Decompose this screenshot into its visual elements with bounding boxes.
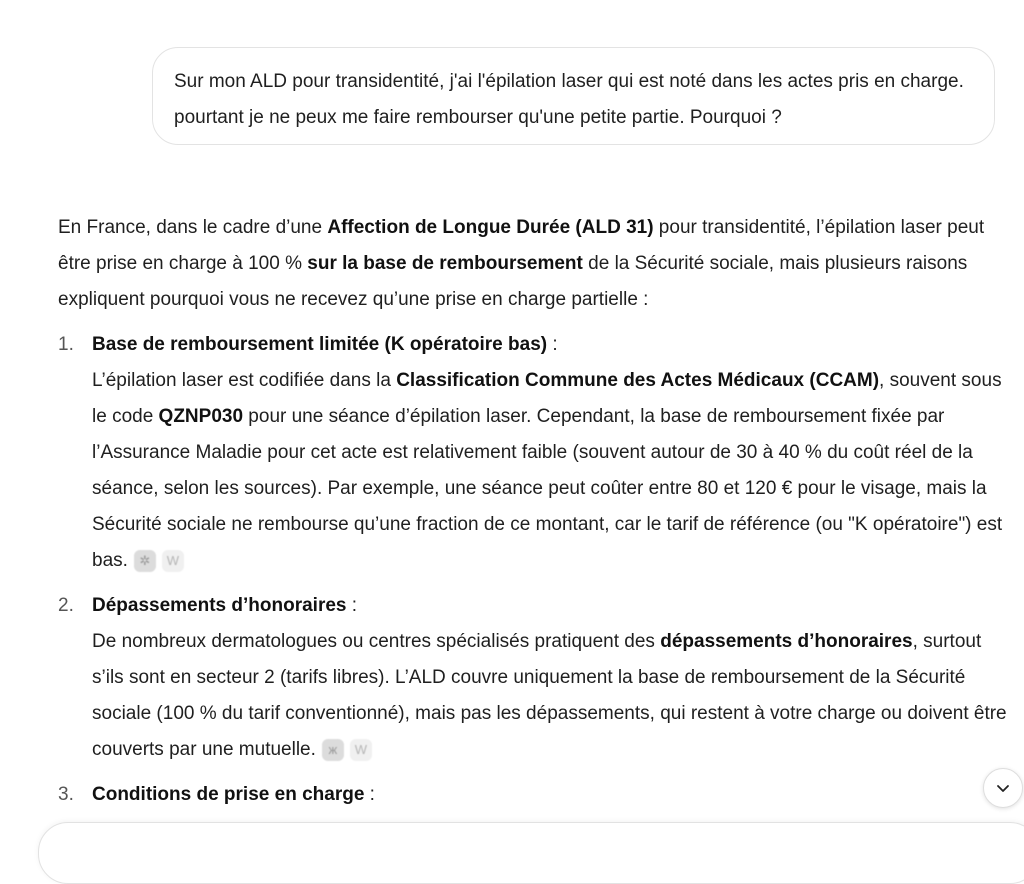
intro-text-2: pour transidentité, l’épilation laser peut être prise en charge à 100 % xyxy=(58,217,985,274)
assistant-response xyxy=(58,210,1008,822)
point-text: L’épilation laser est codifiée dans la xyxy=(92,370,397,391)
chevron-down-icon xyxy=(995,780,1011,796)
reasons-list xyxy=(58,327,1008,813)
message-composer[interactable] xyxy=(38,822,1024,884)
point-text: pour une séance d’épilation laser. Cependant, la base de remboursement fixée par l’Assurance Maladie pour cet acte est relativement faible (souvent autour de 30 à 40 % du coût réel de la séance, selon les sources). Par exemple, une séance peut coûter entre 80 et 120 € pour le visage, mais la Sécurité sociale ne rembourse qu’une fraction de ce montant, car le tarif de référence (ou "K opératoire") est bas. xyxy=(92,406,1003,572)
intro-text-1: En France, dans le cadre d’une xyxy=(58,217,328,238)
title-colon: : xyxy=(547,334,558,355)
source-citations[interactable] xyxy=(134,543,190,579)
scroll-down-button[interactable] xyxy=(983,768,1023,808)
intro-bold-1: Affection de Longue Durée (ALD 31) xyxy=(327,217,654,238)
butterfly-icon[interactable]: ж xyxy=(322,739,344,761)
title-colon: : xyxy=(364,784,375,806)
list-item xyxy=(58,777,1008,813)
point-bold: dépassements d’honoraires xyxy=(660,631,913,653)
list-item xyxy=(58,327,1008,579)
point-bold: QZNP030 xyxy=(158,406,244,427)
user-message-text: Sur mon ALD pour transidentité, j'ai l'épilation laser qui est noté dans les actes pris en charge. pourtant je ne peux me faire rembourser qu'une petite partie. Pourquoi ? xyxy=(174,71,964,128)
list-item-title: Conditions de prise en charge xyxy=(92,784,365,806)
list-item xyxy=(58,588,1008,768)
title-colon: : xyxy=(346,595,358,617)
wikipedia-icon[interactable]: W xyxy=(350,739,372,761)
source-favicon-icon[interactable]: ✲ xyxy=(134,550,156,572)
intro-bold-2: sur la base de remboursement xyxy=(307,253,583,274)
list-item-title: Base de remboursement limitée (K opératoire bas) xyxy=(92,334,548,355)
point-text: De nombreux dermatologues ou centres spécialisés pratiquent des xyxy=(92,631,661,653)
list-number: 1. xyxy=(58,334,74,355)
intro-paragraph xyxy=(58,210,1008,318)
list-number: 2. xyxy=(58,595,74,617)
intro-text-3: de la Sécurité sociale, mais plusieurs raisons expliquent pourquoi vous ne recevez qu’une prise en charge partielle : xyxy=(58,253,968,310)
point-text: , souvent sous le code xyxy=(92,370,1002,427)
user-message-bubble xyxy=(152,47,995,145)
point-bold: Classification Commune des Actes Médicaux (CCAM) xyxy=(396,370,880,391)
list-number: 3. xyxy=(58,784,74,806)
point-text: , surtout s’ils sont en secteur 2 (tarifs libres). L’ALD couvre uniquement la base de remboursement de la Sécurité sociale (100 % du tarif conventionné), mais pas les dépassements, qui restent à votre charge ou doivent être couverts par une mutuelle. xyxy=(92,631,1007,761)
wikipedia-icon[interactable]: W xyxy=(162,550,184,572)
source-citations[interactable] xyxy=(322,732,378,768)
list-item-title: Dépassements d’honoraires xyxy=(92,595,347,617)
